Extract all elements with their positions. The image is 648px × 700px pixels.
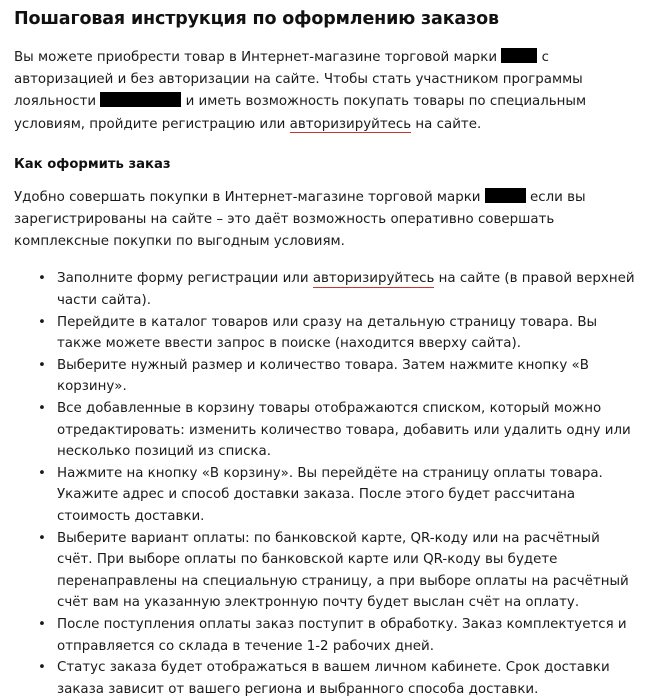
intro-text-part-2: с авторизацией и без авторизации на сайте. Чтобы стать участником программы лояльности: [14, 50, 583, 110]
list-item: [14, 268, 635, 311]
step-text: Статус заказа будет отображаться в вашем личном кабинете. Срок доставки заказа зависит от вашего региона и выбранного способа доставки.: [57, 660, 610, 697]
list-item: [14, 398, 635, 463]
intro-text-part-4: на сайте.: [411, 116, 482, 132]
bullet-icon: •: [38, 530, 46, 546]
bullet-icon: •: [38, 400, 46, 416]
bullet-icon: •: [38, 314, 46, 330]
redacted-brand-name-box-2: [485, 188, 526, 203]
step-text-before-link: Заполните форму регистрации или: [57, 271, 313, 287]
redacted-loyalty-program-box: [100, 92, 181, 107]
bullet-icon: •: [38, 465, 46, 481]
step-text: Все добавленные в корзину товары отображаются списком, который можно отредактировать: изменить количество товара, добавить или удалить одну или несколько позиций из списка.: [57, 400, 631, 460]
section-heading-how-to-order: Как оформить заказ: [14, 156, 171, 172]
step-text: Выберите вариант оплаты: по банковской карте, QR-коду или на расчётный счёт. При выборе оплаты по банковской карте или QR-коду вы будете перенаправлены на специальную страницу, а при выборе оплаты на расчётный счёт вам на указанную электронную почту будет выслан счёт на оплату.: [57, 530, 629, 611]
step-text: Перейдите в каталог товаров или сразу на детальную страницу товара. Вы также можете ввести запрос в поиске (находится вверху сайта).: [57, 314, 598, 352]
section-text-part-2: если вы зарегистрированы на сайте – это даёт возможность оперативно совершать комплексные покупки по выгодным условиям.: [14, 189, 586, 250]
section-text-part-1: Удобно совершать покупки в Интернет-магазине торговой марки: [14, 189, 485, 205]
intro-text-part-3: и иметь возможность покупать товары по специальным условиям, пройдите регистрацию или: [14, 94, 587, 132]
list-item: [14, 614, 635, 657]
list-item: [14, 657, 635, 700]
bullet-icon: •: [38, 660, 46, 676]
authorize-link-step[interactable]: авторизируйтесь: [312, 271, 435, 287]
list-item: [14, 528, 635, 614]
step-text: Нажмите на кнопку «В корзину». Вы перейдёте на страницу оплаты товара. Укажите адрес и способ доставки заказа. После этого будет рассчитана стоимость доставки.: [57, 465, 603, 524]
step-text-after-link: на сайте (в правой верхней части сайта).: [57, 271, 635, 309]
intro-paragraph: [14, 47, 635, 136]
section-paragraph: [14, 187, 635, 254]
bullet-icon: •: [38, 271, 46, 287]
steps-list: [14, 268, 635, 700]
page-title: Пошаговая инструкция по оформлению заказов: [14, 9, 499, 29]
bullet-icon: •: [38, 357, 46, 373]
list-item: [14, 312, 635, 355]
bullet-icon: •: [38, 616, 46, 632]
authorize-link-intro[interactable]: авторизируйтесь: [289, 116, 412, 132]
redacted-brand-name-box-1: [501, 48, 537, 63]
step-text: После поступления оплаты заказ поступит в обработку. Заказ комплектуется и отправляется со склада в течение 1-2 рабочих дней.: [57, 616, 627, 654]
intro-text-part-1: Вы можете приобрести товар в Интернет-магазине торговой марки: [14, 50, 502, 65]
list-item: [14, 355, 635, 398]
step-text: Выберите нужный размер и количество товара. Затем нажмите кнопку «В корзину».: [57, 357, 589, 395]
list-item: [14, 463, 635, 528]
